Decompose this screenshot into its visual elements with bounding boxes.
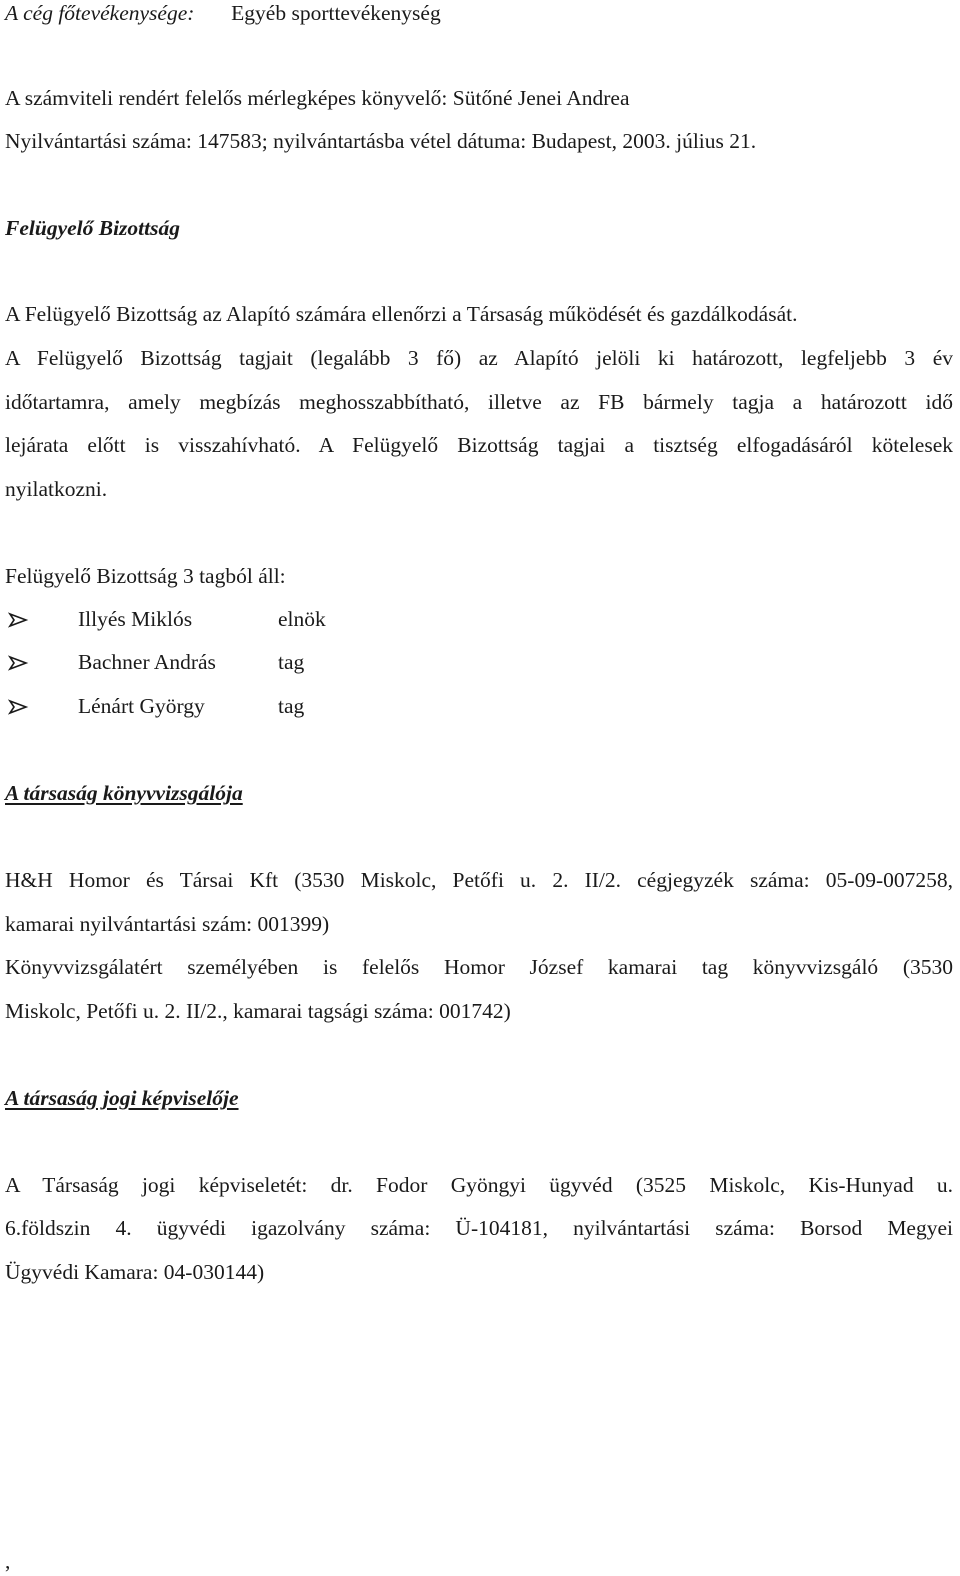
supervisory-board-para-line-1: A Felügyelő Bizottság tagjait (legalább 3 fő) az Alapító jelöli ki határozott, legfeljebb 3 év (5, 346, 953, 370)
accountant-line-2: Nyilvántartási száma: 147583; nyilvántartásba vétel dátuma: Budapest, 2003. július 21. (5, 129, 757, 153)
auditor-para2-line-2: Miskolc, Petőfi u. 2. II/2., kamarai tagsági száma: 001742) (5, 999, 511, 1023)
arrow-bullet-icon (8, 650, 30, 676)
auditor-heading: A társaság könyvvizsgálója (5, 781, 243, 805)
arrow-bullet-icon (8, 694, 30, 720)
footer-mark: , (5, 1549, 11, 1573)
member-name: Illyés Miklós (78, 607, 193, 631)
supervisory-board-para-line-2: időtartamra, amely megbízás meghosszabbítható, illetve az FB bármely tagja a határozott idő (5, 390, 953, 414)
members-intro: Felügyelő Bizottság 3 tagból áll: (5, 564, 286, 588)
legal-rep-heading: A társaság jogi képviselője (5, 1086, 239, 1110)
legal-rep-para-line-1: A Társaság jogi képviseletét: dr. Fodor Gyöngyi ügyvéd (3525 Miskolc, Kis-Hunyad u. (5, 1173, 953, 1197)
company-activity-value: Egyéb sporttevékenység (231, 1, 441, 25)
company-activity-line (5, 0, 441, 26)
supervisory-board-para-line-3: lejárata előtt is visszahívható. A Felügyelő Bizottság tagjai a tisztség elfogadásáról kötelesek (5, 433, 953, 457)
arrow-bullet-icon (8, 607, 30, 633)
auditor-para1-line-2: kamarai nyilvántartási szám: 001399) (5, 912, 330, 936)
company-activity-label: A cég főtevékenysége: (5, 1, 195, 25)
member-role: tag (278, 650, 305, 674)
supervisory-board-heading: Felügyelő Bizottság (5, 216, 180, 240)
member-name: Bachner András (78, 650, 216, 674)
legal-rep-para-line-3: Ügyvédi Kamara: 04-030144) (5, 1260, 265, 1284)
accountant-line-1: A számviteli rendért felelős mérlegképes könyvelő: Sütőné Jenei Andrea (5, 86, 630, 110)
member-role: tag (278, 694, 305, 718)
auditor-para2-line-1: Könyvvizsgálatért személyében is felelős Homor József kamarai tag könyvvizsgáló (3530 (5, 955, 953, 979)
auditor-para1-line-1: H&H Homor és Társai Kft (3530 Miskolc, Petőfi u. 2. II/2. cégjegyzék száma: 05-09-007258, (5, 868, 953, 892)
member-role: elnök (278, 607, 326, 631)
supervisory-board-para-line-4: nyilatkozni. (5, 477, 108, 501)
legal-rep-para-line-2: 6.földszin 4. ügyvédi igazolvány száma: Ü-104181, nyilvántartási száma: Borsod Megyei (5, 1216, 953, 1240)
supervisory-board-intro: A Felügyelő Bizottság az Alapító számára ellenőrzi a Társaság működését és gazdálkodását. (5, 302, 798, 326)
member-name: Lénárt György (78, 694, 205, 718)
